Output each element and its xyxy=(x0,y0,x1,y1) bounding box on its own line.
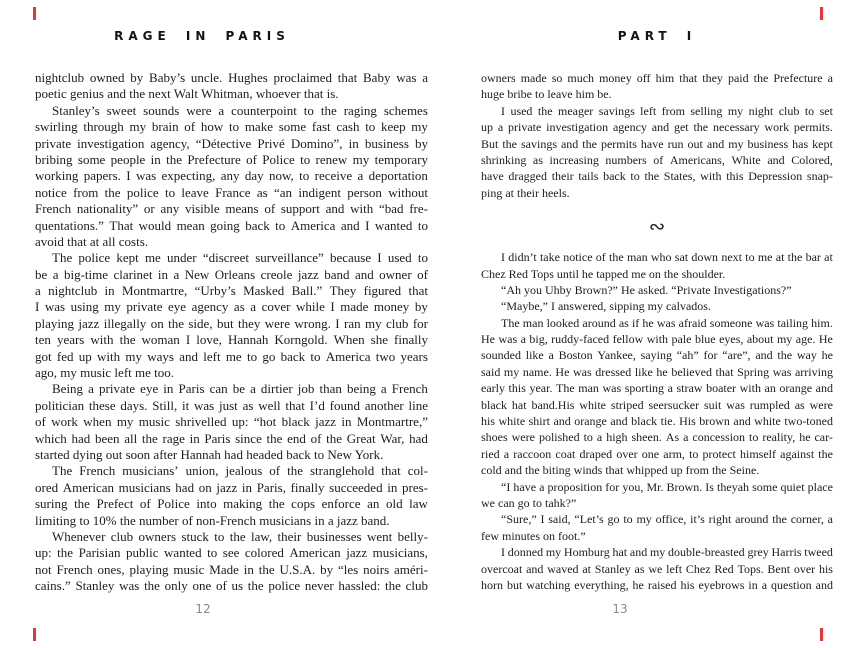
text-line: Being a private eye in Paris can be a dirtier job than being a French xyxy=(52,381,428,397)
text-line: I didn’t take notice of the man who sat down next to me at the bar at xyxy=(501,250,833,265)
paragraph xyxy=(481,544,833,593)
text-line: suring the Prefect of Police into making the cops enforce an old law xyxy=(35,496,428,512)
text-line: But the savings and the permits have run out and my business has kept xyxy=(481,136,833,151)
text-line: playing jazz illegally on the side, but they were wrong. I ran my club for xyxy=(35,315,428,331)
text-line: Whenever club owners stuck to the law, their businesses went belly- xyxy=(52,528,428,544)
paragraph xyxy=(35,529,428,595)
paragraph xyxy=(35,463,428,529)
paragraph xyxy=(481,315,833,479)
text-line: The man looked around as if he was afraid someone was tailing him. xyxy=(501,315,833,330)
text-line: nightclub owned by Baby’s uncle. Hughes proclaimed that Baby was a xyxy=(35,70,428,85)
text-line: “Sure,” I said, “Let’s go to my office, it’s right around the corner, a xyxy=(501,512,833,527)
text-line: He was a big, ruddy-faced fellow with pale blue eyes, about my age. He xyxy=(481,332,833,347)
text-line: be a big-time clarinet in a New Orleans creole jazz band and owner of xyxy=(35,266,428,282)
section-divider-ornament: ∾ xyxy=(648,214,666,239)
text-line: sounded like a Boston Yankee, saying “ah” for “are”, and the way he xyxy=(481,348,833,363)
paragraph xyxy=(481,298,833,314)
text-line: started dying out soon after Hannah had headed back to New York. xyxy=(35,446,384,462)
text-line: poetic genius and the next Walt Whitman, whoever that is. xyxy=(35,86,339,102)
paragraph xyxy=(481,282,833,298)
running-header-book-title: RAGE IN PARIS xyxy=(114,29,290,43)
text-line: “Ah you Uhby Brown?” He asked. “Private Investigations?” xyxy=(501,282,792,297)
text-line: I was using my private eye agency as a cover while I made money by xyxy=(35,299,428,315)
text-line: few minutes on foot.” xyxy=(481,528,586,543)
text-line: I donned my Homburg hat and my double-breasted grey Harris tweed xyxy=(501,545,833,560)
paragraph xyxy=(481,103,833,201)
text-line: of work when my music shrivelled up: “hot black jazz in Montmartre,” xyxy=(35,414,428,430)
text-line: not French ones, playing music Made in the U.S.A. by “les noirs améri- xyxy=(35,561,428,577)
paragraph xyxy=(481,479,833,512)
text-line: ago, my music left me too. xyxy=(35,365,175,381)
text-line: ten years with the woman I love, Hannah Korngold. When she finally xyxy=(35,332,428,348)
text-line: cold and the biting winds that whipped up from the Seine. xyxy=(481,463,760,478)
crop-mark-top-right xyxy=(820,7,823,20)
page-left-text-block xyxy=(35,70,428,595)
crop-mark-top-left xyxy=(33,7,36,20)
crop-mark-bottom-left xyxy=(33,628,36,641)
paragraph xyxy=(35,103,428,251)
text-line: shoes were polished to a high sheen. As a concession to reality, he car- xyxy=(481,430,833,445)
text-line: limiting to 10% the number of non-French musicians in a jazz band. xyxy=(35,512,390,528)
text-line: his white shirt and orange and black tie. His brown and white two-toned xyxy=(481,414,833,429)
text-line: bribing some people in the Prefecture of Police to renew my temporary xyxy=(35,151,428,167)
text-line: said my name. He was dressed like he believed that Spring was arriving xyxy=(481,364,833,379)
text-line: up: the Parisian public wanted to see colored American jazz musicians, xyxy=(35,545,428,561)
text-line: horn but watching everything, he raised his eyebrows in a question and xyxy=(481,577,833,592)
text-line: ping at their heels. xyxy=(481,185,570,200)
text-line: working papers. I was expecting, any day now, to receive a deportation xyxy=(35,168,428,184)
text-line: “Maybe,” I answered, sipping my calvados. xyxy=(501,299,711,314)
text-line: black hat band.His white striped seersucker suit was rumpled as were xyxy=(481,397,833,412)
paragraph xyxy=(35,381,428,463)
text-line: private investigation agency, “Détective Privé Domino”, in business by xyxy=(35,135,428,151)
text-line: avoid that at all costs. xyxy=(35,233,149,249)
page-number-right: 13 xyxy=(612,602,628,616)
text-line: up a private investigation agency and get the necessary work permits. xyxy=(481,120,833,135)
text-line: French nationality” or any visible means of support and with “bad fre- xyxy=(35,201,428,217)
text-line: swirling through my brain of how to make some fast cash to keep my xyxy=(35,119,428,135)
page-number-left: 12 xyxy=(195,602,211,616)
text-line: ried a raccoon coat draped over one arm, to protect himself against the xyxy=(481,446,833,461)
text-line: overcoat and waved at Stanley as we left Chez Red Tops. Bent over his xyxy=(481,561,833,576)
text-line: which had been all the rage in Paris since the end of the Great War, had xyxy=(35,430,428,446)
text-line: Chez Red Tops until he tapped me on the shoulder. xyxy=(481,266,726,281)
text-line: cains.” Stanley was the only one of us the police never hassled: the club xyxy=(35,578,428,594)
text-line: The police kept me under “discreet surveillance” because I used to xyxy=(52,250,428,266)
text-line: I used the meager savings left from selling my night club to set xyxy=(501,103,833,118)
text-line: quentations.” That would mean going back to America and I wanted to xyxy=(35,217,428,233)
paragraph xyxy=(481,511,833,544)
text-line: a nightclub in Montmartre, “Urby’s Masked Ball.” They figured that xyxy=(35,283,428,299)
crop-mark-bottom-right xyxy=(820,628,823,641)
text-line: we can go to tahk?” xyxy=(481,495,577,510)
paragraph xyxy=(481,249,833,282)
paragraph xyxy=(35,250,428,381)
text-line: “I have a proposition for you, Mr. Brown. Is theyah some quiet place xyxy=(501,479,833,494)
paragraph xyxy=(35,70,428,103)
text-line: huge bribe to leave him be. xyxy=(481,87,612,102)
text-line: got fed up with my ways and left me to go back to America two years xyxy=(35,348,428,364)
text-line: ored American musicians had on jazz in Paris, finally succeeded in pres- xyxy=(35,479,428,495)
text-line: The French musicians’ union, jealous of the stranglehold that col- xyxy=(52,463,428,479)
text-line: have dragged their tails back to the States, with this Depression snap- xyxy=(481,169,833,184)
page-right-text-block xyxy=(481,70,833,593)
running-header-part-title: PART I xyxy=(617,29,697,43)
text-line: notice from the police to leave France as “an indigent person without xyxy=(35,184,428,200)
text-line: politician these days. Still, it was just as well that I’d found another line xyxy=(35,397,428,413)
paragraph xyxy=(481,70,833,103)
text-line: shrinking as increasing numbers of Americans, White and Colored, xyxy=(481,152,833,167)
text-line: early this year. The man was sporting a straw boater with an orange and xyxy=(481,381,833,396)
text-line: owners made so much money off him that they paid the Prefecture a xyxy=(481,71,833,85)
text-line: Stanley’s sweet sounds were a counterpoint to the raging schemes xyxy=(52,102,428,118)
